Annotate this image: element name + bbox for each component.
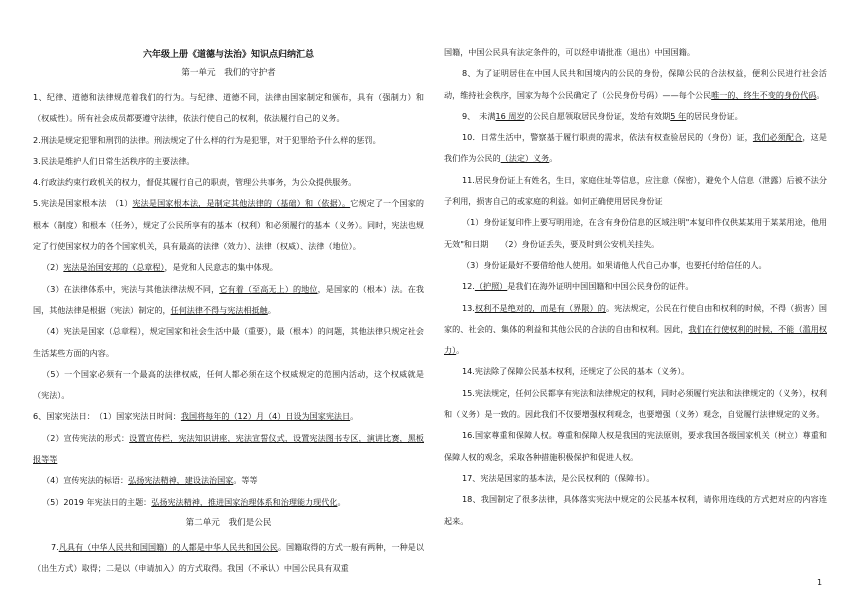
paragraph-5-rest: 它规定了一个国家的根本（制度）和根本（任务），规定了公民所享有的基本（权利）和必须履行的基本（义务）。同时，宪法也规定了行使国家权力的各个国家机关，具有最高的法律（效力）、法律（权威）、法律（地位）。 — [33, 198, 424, 252]
paragraph-6 — [33, 257, 424, 278]
paragraph-12-underlined: 弘扬宪法精神，建设法治国家 — [128, 475, 234, 486]
right-paragraph-9-underlined-1: 权利不是绝对的，而是有（界限）的 — [474, 302, 606, 313]
paragraph-12 — [33, 470, 424, 491]
paragraph-12-lead: （4）宣传宪法的标语： — [42, 475, 129, 486]
right-column — [444, 42, 827, 532]
paragraph-12-end: 。等等 — [233, 475, 258, 486]
right-paragraph-4-middle: ，这是我们作为公民的 — [444, 132, 827, 164]
paragraph-14-underlined: 凡具有（中华人民共和国国籍）的人都是中华人民共和国公民 — [58, 541, 278, 552]
right-paragraph-1: 国籍，中国公民具有法定条件的，可以经申请批准（退出）中国国籍。 — [444, 47, 695, 57]
right-paragraph-4-end: 。 — [549, 153, 558, 164]
unit-one-heading: 第一单元 我们的守护者 — [181, 68, 276, 78]
paragraph-5 — [33, 193, 424, 257]
paragraph-14-rest: 。国籍取得的方式一般有两种，一种是以（出生方式）取得；二是以（申请加入）的方式取得。我国（不承认）中国公民具有双重 — [33, 541, 424, 574]
right-paragraph-13: 17、宪法是国家的基本法，是公民权利的（保障书）。 — [462, 472, 655, 483]
paragraph-10 — [33, 406, 424, 427]
right-paragraph-2-end: 。 — [816, 89, 825, 100]
right-paragraph-3-underlined-2: 5 年 — [670, 110, 687, 121]
right-paragraph-14: 18、我国制定了很多法律，具体落实宪法中规定的公民基本权利，请你用连线的方式把对应的内容连起来。 — [444, 494, 827, 526]
right-paragraph-2-underlined: 唯一的、终生不变的身份代码 — [711, 89, 817, 100]
right-paragraph-5: 11.居民身份证上有姓名，生日，家庭住址等信息，应注意（保密），避免个人信息（泄露）后被不法分子利用，损害自己的或家庭的利益。如何正确使用居民身份证 — [444, 174, 827, 207]
paragraph-7-underlined-1: 它有着（至高无上）的地位 — [219, 283, 318, 294]
paragraph-11 — [33, 428, 424, 471]
right-paragraph-9 — [444, 298, 827, 362]
paragraph-6-underlined: 宪法是治国安邦的（总章程） — [63, 262, 165, 273]
paragraph-7 — [33, 279, 424, 322]
right-paragraph-9-end: 。 — [456, 345, 465, 356]
paragraph-7-lead: （3）在法律体系中，宪法与其他法律法规不同， — [42, 283, 220, 294]
right-paragraph-9-lead: 13. — [462, 302, 475, 313]
paragraph-13-lead: （5）2019 年宪法日的主题： — [42, 496, 152, 507]
right-paragraph-12: 16.国家尊重和保障人权。尊重和保障人权是我国的宪法原则，要求我国各级国家机关（树立）尊重和保障人权的观念，采取各种措施积极保护和促进人权。 — [444, 430, 827, 462]
right-paragraph-4 — [444, 127, 827, 170]
paragraph-14-lead: 7. — [51, 541, 59, 552]
right-paragraph-8-rest: 是我们在海外证明中国国籍和中国公民身份的证件。 — [507, 281, 694, 292]
right-paragraph-9-underlined-2: 我们在行使权利的时候，不能（滥用权力） — [444, 323, 827, 356]
paragraph-11-lead: （2）宣传宪法的形式： — [42, 432, 130, 443]
paragraph-5-lead: 5.宪法是国家根本法 （1） — [33, 198, 133, 209]
right-paragraph-6: （1）身份证复印件上要写明用途，在含有身份信息的区域注明"本复印件仅供某某用于某某用途，他用无效"和日期 （2）身份证丢失，要及时到公安机关挂失。 — [444, 217, 828, 249]
right-paragraph-8-underlined: （护照） — [474, 281, 508, 292]
paragraph-10-lead: 6、国家宪法日： （1）国家宪法日时间： — [33, 411, 181, 422]
right-paragraph-2-lead: 8、为了证明居住在中国人民共和国境内的公民的身份，保障公民的合法权益，便利公民进行社会活动，维持社会秩序，国家为每个公民确定了（公民身份号码）——每个公民 — [444, 68, 827, 100]
paragraph-9: （5）一个国家必须有一个最高的法律权威，任何人都必须在这个权威规定的范围内活动，这个权威就是（宪法）。 — [33, 368, 424, 401]
paragraph-10-end: 。 — [350, 411, 359, 422]
right-paragraph-4-underlined-2: （法定）义务 — [500, 153, 550, 164]
paragraph-13-end: 。 — [337, 496, 346, 507]
paragraph-4: 4.行政法约束行政机关的权力，督促其履行自己的职责，管理公共事务，为公众提供服务。 — [33, 177, 357, 188]
unit-two-heading: 第二单元 我们是公民 — [185, 517, 272, 528]
paragraph-1: 1、纪律、道德和法律规范着我们的行为。与纪律、道德不同，法律由国家制定和颁布，具有（强制力）和（权威性）。所有社会成员都要遵守法律，依法行使自己的权利，依法履行自己的义务。 — [33, 92, 424, 124]
right-paragraph-4-underlined-1: 我们必须配合 — [752, 132, 803, 143]
document-title: 六年级上册《道德与法治》知识点归纳汇总 — [142, 50, 314, 60]
right-paragraph-8 — [444, 276, 827, 297]
paragraph-7-end: 。 — [267, 304, 276, 315]
left-column — [33, 40, 424, 580]
right-paragraph-8-lead: 12. — [462, 281, 475, 292]
paragraph-13-underlined: 弘扬宪法精神，推进国家治理体系和治理能力现代化 — [151, 496, 338, 507]
paragraph-5-underlined: 宪法是国家根本法，是制定其他法律的（基础）和（依据）。 — [132, 198, 351, 209]
right-paragraph-7: （3）身份证最好不要借给他人使用。如果请他人代自己办事，也要托付给信任的人。 — [462, 259, 767, 270]
right-paragraph-4-lead: 10．日常生活中，警察基于履行职责的需求，依法有权查验居民的（身份）证， — [462, 132, 753, 143]
right-paragraph-3-underlined-1: 16 周岁 — [495, 110, 525, 121]
right-paragraph-3-middle: 的公民自愿领取居民身份证，发给有效期 — [524, 110, 671, 121]
page-number: 1 — [817, 578, 823, 587]
paragraph-6-rest: ，是党和人民意志的集中体现。 — [164, 262, 278, 273]
paragraph-14 — [33, 537, 424, 580]
paragraph-6-lead: （2） — [42, 262, 64, 273]
paragraph-11-underlined: 设置宣传栏，宪法知识讲座，宪法宣誓仪式，设置宪法图书专区，演讲比赛，黑板报等等 — [33, 432, 424, 465]
right-paragraph-3 — [444, 106, 827, 127]
paragraph-10-underlined: 我国将每年的（12）月（4）日设为国家宪法日 — [180, 411, 351, 422]
right-paragraph-9-middle: 。宪法规定，公民在行使自由和权利的时候，不得（损害）国家的、社会的、集体的利益和其他公民的合法的自由和权利。因此， — [444, 302, 827, 334]
paragraph-8: （4）宪法是国家（总章程），规定国家和社会生活中最（重要），最（根本）的问题，其他法律只规定社会生活某些方面的内容。 — [33, 326, 424, 358]
paragraph-2: 2.刑法是规定犯罪和刑罚的法律。刑法规定了什么样的行为是犯罪，对于犯罪给予什么样的惩罚。 — [33, 134, 381, 145]
right-paragraph-10: 14.宪法除了保障公民基本权利，还规定了公民的基本（义务）。 — [462, 366, 690, 377]
paragraph-3: 3.民法是维护人们日常生活秩序的主要法律。 — [33, 155, 195, 166]
paragraph-7-middle: ，是国家的（根本）法。在我国，其他法律是根据（宪法）制定的， — [33, 283, 424, 315]
right-paragraph-2 — [444, 63, 827, 106]
right-paragraph-11: 15.宪法规定，任何公民都享有宪法和法律规定的权利，同时必须履行宪法和法律规定的（义务），权利和（义务）是一致的。因此我们不仅要增强权利观念，也要增强（义务）观念，自觉履行法律规定的义务。 — [444, 387, 827, 420]
right-paragraph-3-end: 的居民身份证。 — [686, 110, 743, 121]
right-paragraph-3-lead: 9、 未满 — [462, 110, 496, 121]
paragraph-13 — [33, 492, 424, 513]
paragraph-7-underlined-2: 任何法律不得与宪法相抵触 — [170, 304, 268, 315]
